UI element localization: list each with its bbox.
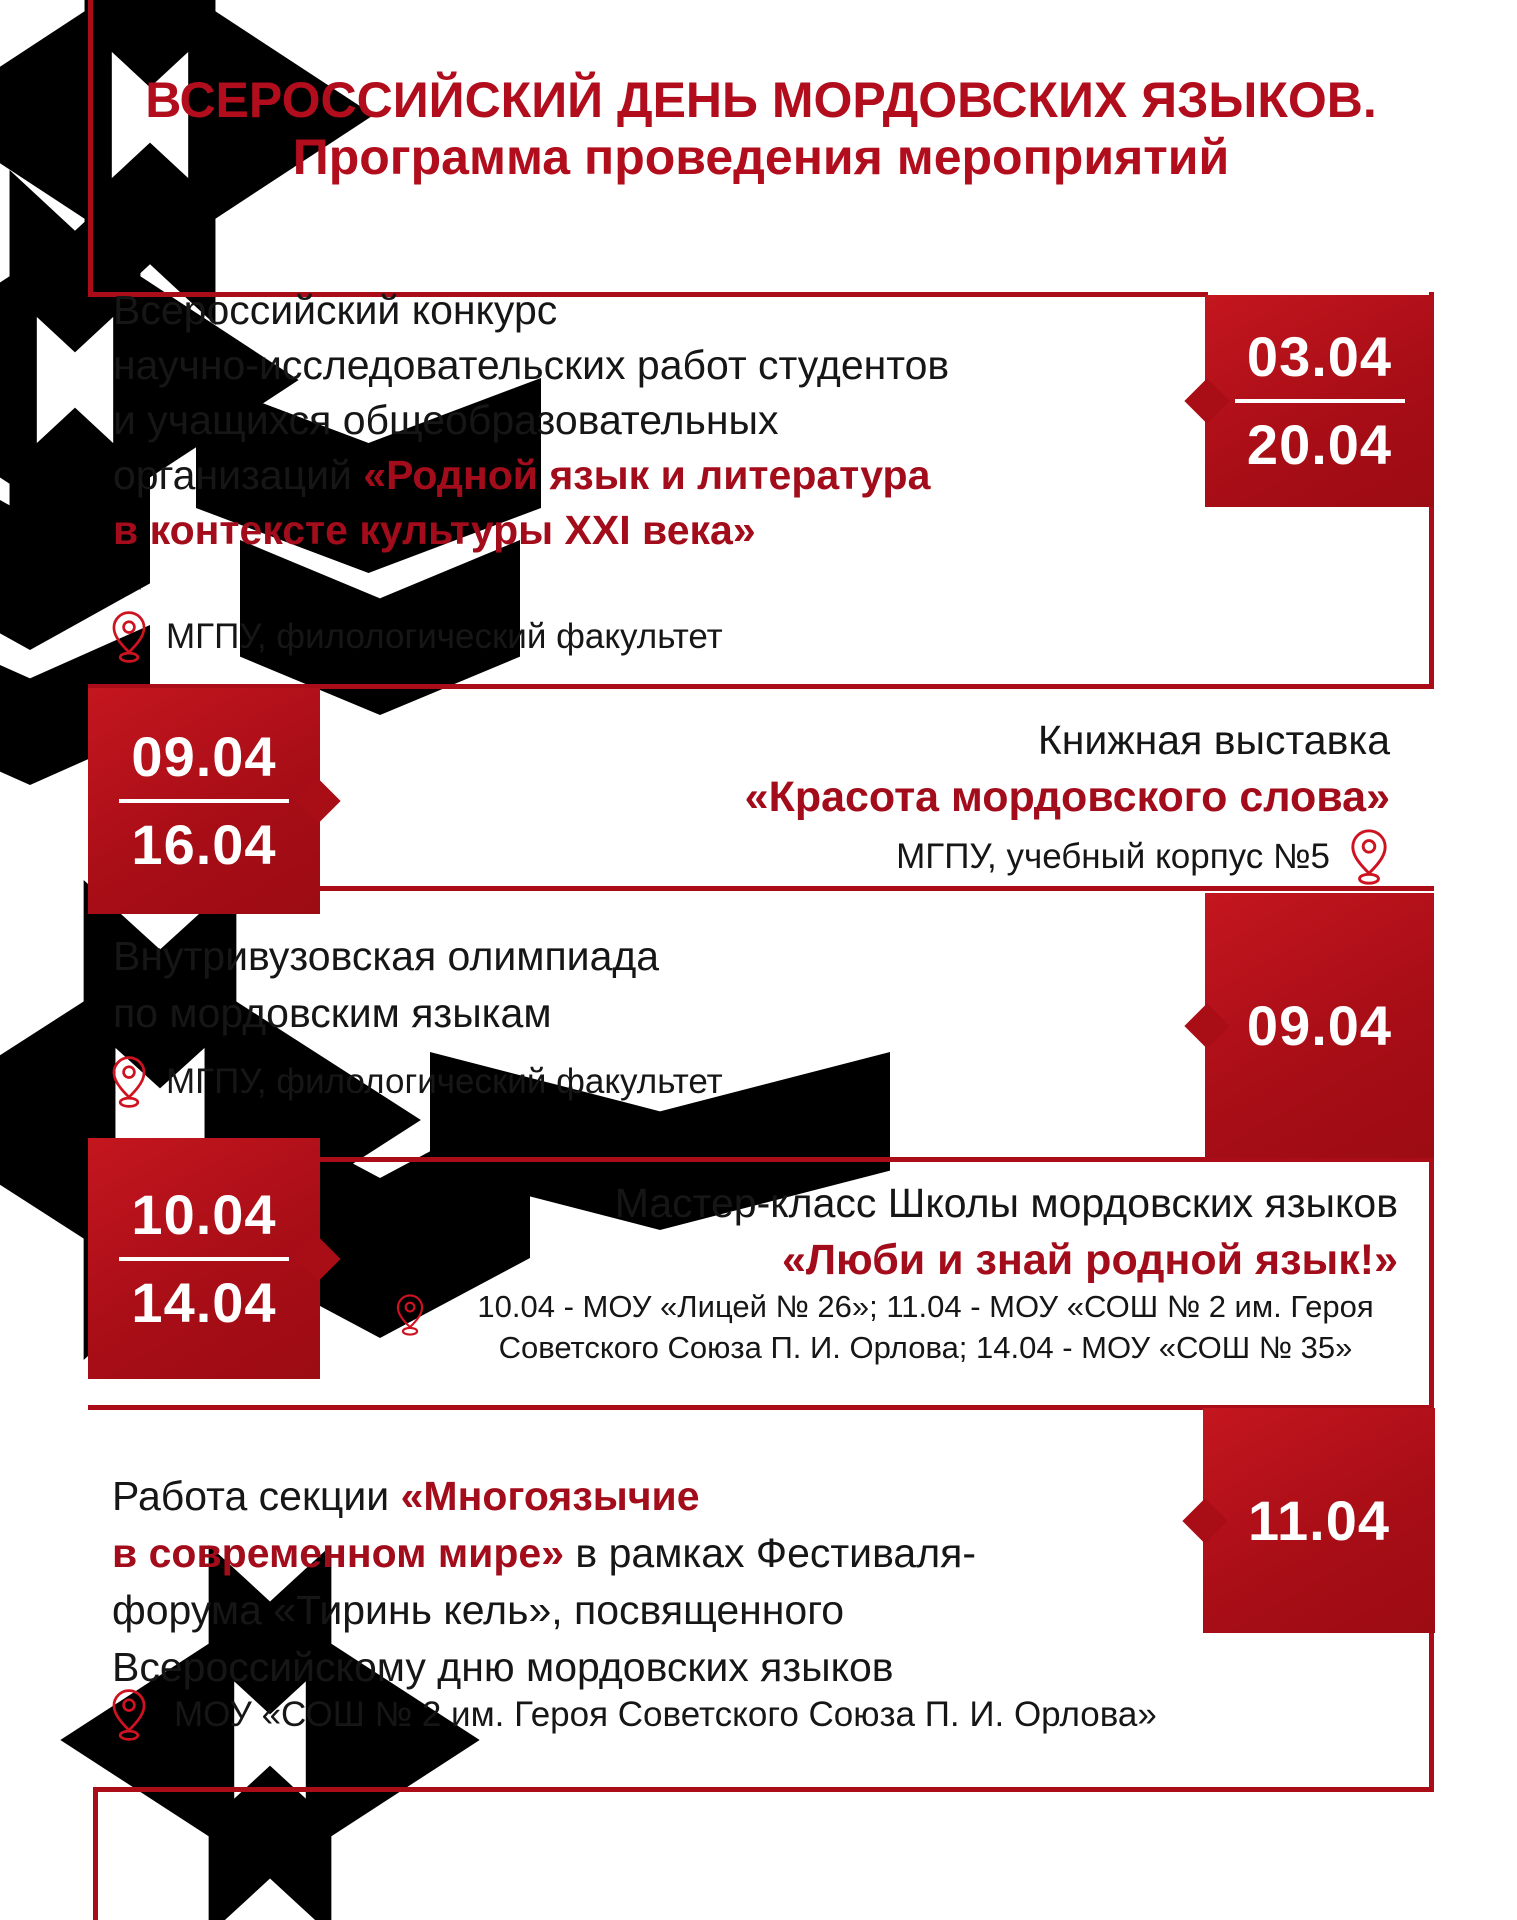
location-pin-icon bbox=[1348, 828, 1390, 886]
card4-line1: Мастер-класс Школы мордовских языков bbox=[614, 1180, 1398, 1226]
page-title bbox=[88, 72, 1434, 186]
date-block-card4 bbox=[88, 1138, 320, 1379]
card2-location bbox=[896, 828, 1390, 886]
card5-line1-red: «Многоязычие bbox=[400, 1473, 700, 1519]
date-end: 16.04 bbox=[131, 813, 277, 876]
card4-location-text bbox=[441, 1286, 1410, 1368]
page-title-line1: ВСЕРОССИЙСКИЙ ДЕНЬ МОРДОВСКИХ ЯЗЫКОВ. bbox=[145, 72, 1377, 128]
card3-location bbox=[110, 1055, 723, 1109]
card4-location-line1: 10.04 - МОУ «Лицей № 26»; 11.04 - МОУ «СОШ № 2 им. Героя bbox=[477, 1289, 1374, 1324]
card2-line2: «Красота мордовского слова» bbox=[744, 773, 1390, 821]
location-pin-icon bbox=[110, 1688, 148, 1742]
date: 11.04 bbox=[1247, 1488, 1391, 1552]
date-block-card3 bbox=[1205, 893, 1434, 1158]
date-end: 20.04 bbox=[1246, 413, 1393, 476]
date-block-card5 bbox=[1203, 1408, 1435, 1633]
date-start: 09.04 bbox=[131, 725, 277, 788]
date-divider bbox=[119, 799, 289, 803]
card5-line3: форума «Тиринь кель», посвященного bbox=[112, 1587, 845, 1633]
card1-line4-red: «Родной язык и литература bbox=[363, 452, 931, 498]
card4-right-border bbox=[1429, 1157, 1434, 1410]
card4-body bbox=[615, 1175, 1398, 1289]
card5-line2-black: в рамках Фестиваля- bbox=[564, 1530, 976, 1576]
location-pin-icon bbox=[395, 1292, 425, 1338]
date: 09.04 bbox=[1246, 993, 1393, 1057]
card5-bottom-border bbox=[93, 1787, 1434, 1792]
date-block-arrow bbox=[295, 778, 340, 823]
card1-body bbox=[113, 283, 1193, 558]
card2-body bbox=[745, 712, 1390, 826]
card1-line2: научно-исследовательских работ студентов bbox=[113, 342, 950, 388]
card5-line2-red: в современном мире» bbox=[112, 1530, 565, 1576]
card2-line1: Книжная выставка bbox=[1037, 717, 1390, 763]
footer-left-border bbox=[93, 1787, 98, 1920]
card5-line1-black: Работа секции bbox=[112, 1473, 401, 1519]
location-pin-icon bbox=[110, 610, 148, 664]
date-start: 10.04 bbox=[131, 1182, 277, 1246]
card1-line4 bbox=[113, 448, 1193, 503]
date-start: 03.04 bbox=[1246, 325, 1393, 388]
card1-line1: Всероссийский конкурс bbox=[113, 287, 558, 333]
card5-location bbox=[110, 1688, 1157, 1742]
location-pin-icon bbox=[110, 1055, 148, 1109]
card1-line3: и учащихся общеобразовательных bbox=[113, 397, 779, 443]
card4-location-line2: Советского Союза П. И. Орлова; 14.04 - МОУ «СОШ № 35» bbox=[498, 1330, 1353, 1365]
card2-location-text: МГПУ, учебный корпус №5 bbox=[896, 837, 1330, 876]
card1-line5: в контексте культуры XXI века» bbox=[113, 507, 756, 553]
card1-line4-black: организаций bbox=[113, 452, 364, 498]
date-divider bbox=[119, 1257, 289, 1261]
card5-line2 bbox=[112, 1525, 1192, 1582]
date-divider bbox=[1235, 399, 1405, 403]
card1-location-text: МГПУ, филологический факультет bbox=[166, 617, 723, 656]
date-block-card1 bbox=[1205, 295, 1434, 507]
card4-location bbox=[395, 1286, 1410, 1368]
card3-location-text: МГПУ, филологический факультет bbox=[166, 1062, 723, 1101]
card5-body bbox=[112, 1468, 1192, 1696]
page-title-line2: Программа проведения мероприятий bbox=[292, 129, 1230, 185]
date-block-card2 bbox=[88, 688, 320, 914]
card3-body bbox=[113, 928, 659, 1042]
date-block-arrow bbox=[1184, 1003, 1229, 1048]
card3-line1: Внутривузовская олимпиада bbox=[113, 933, 660, 979]
card3-line2: по мордовским языкам bbox=[113, 990, 552, 1036]
card5-line1 bbox=[112, 1468, 1192, 1525]
card5-location-text: МОУ «СОШ № 2 им. Героя Советского Союза П. И. Орлова» bbox=[174, 1695, 1157, 1734]
card5-line4: Всероссийскому дню мордовских языков bbox=[112, 1644, 894, 1690]
card1-location bbox=[110, 610, 723, 664]
date-end: 14.04 bbox=[131, 1270, 277, 1334]
card4-line2: «Люби и знай родной язык!» bbox=[781, 1236, 1398, 1284]
